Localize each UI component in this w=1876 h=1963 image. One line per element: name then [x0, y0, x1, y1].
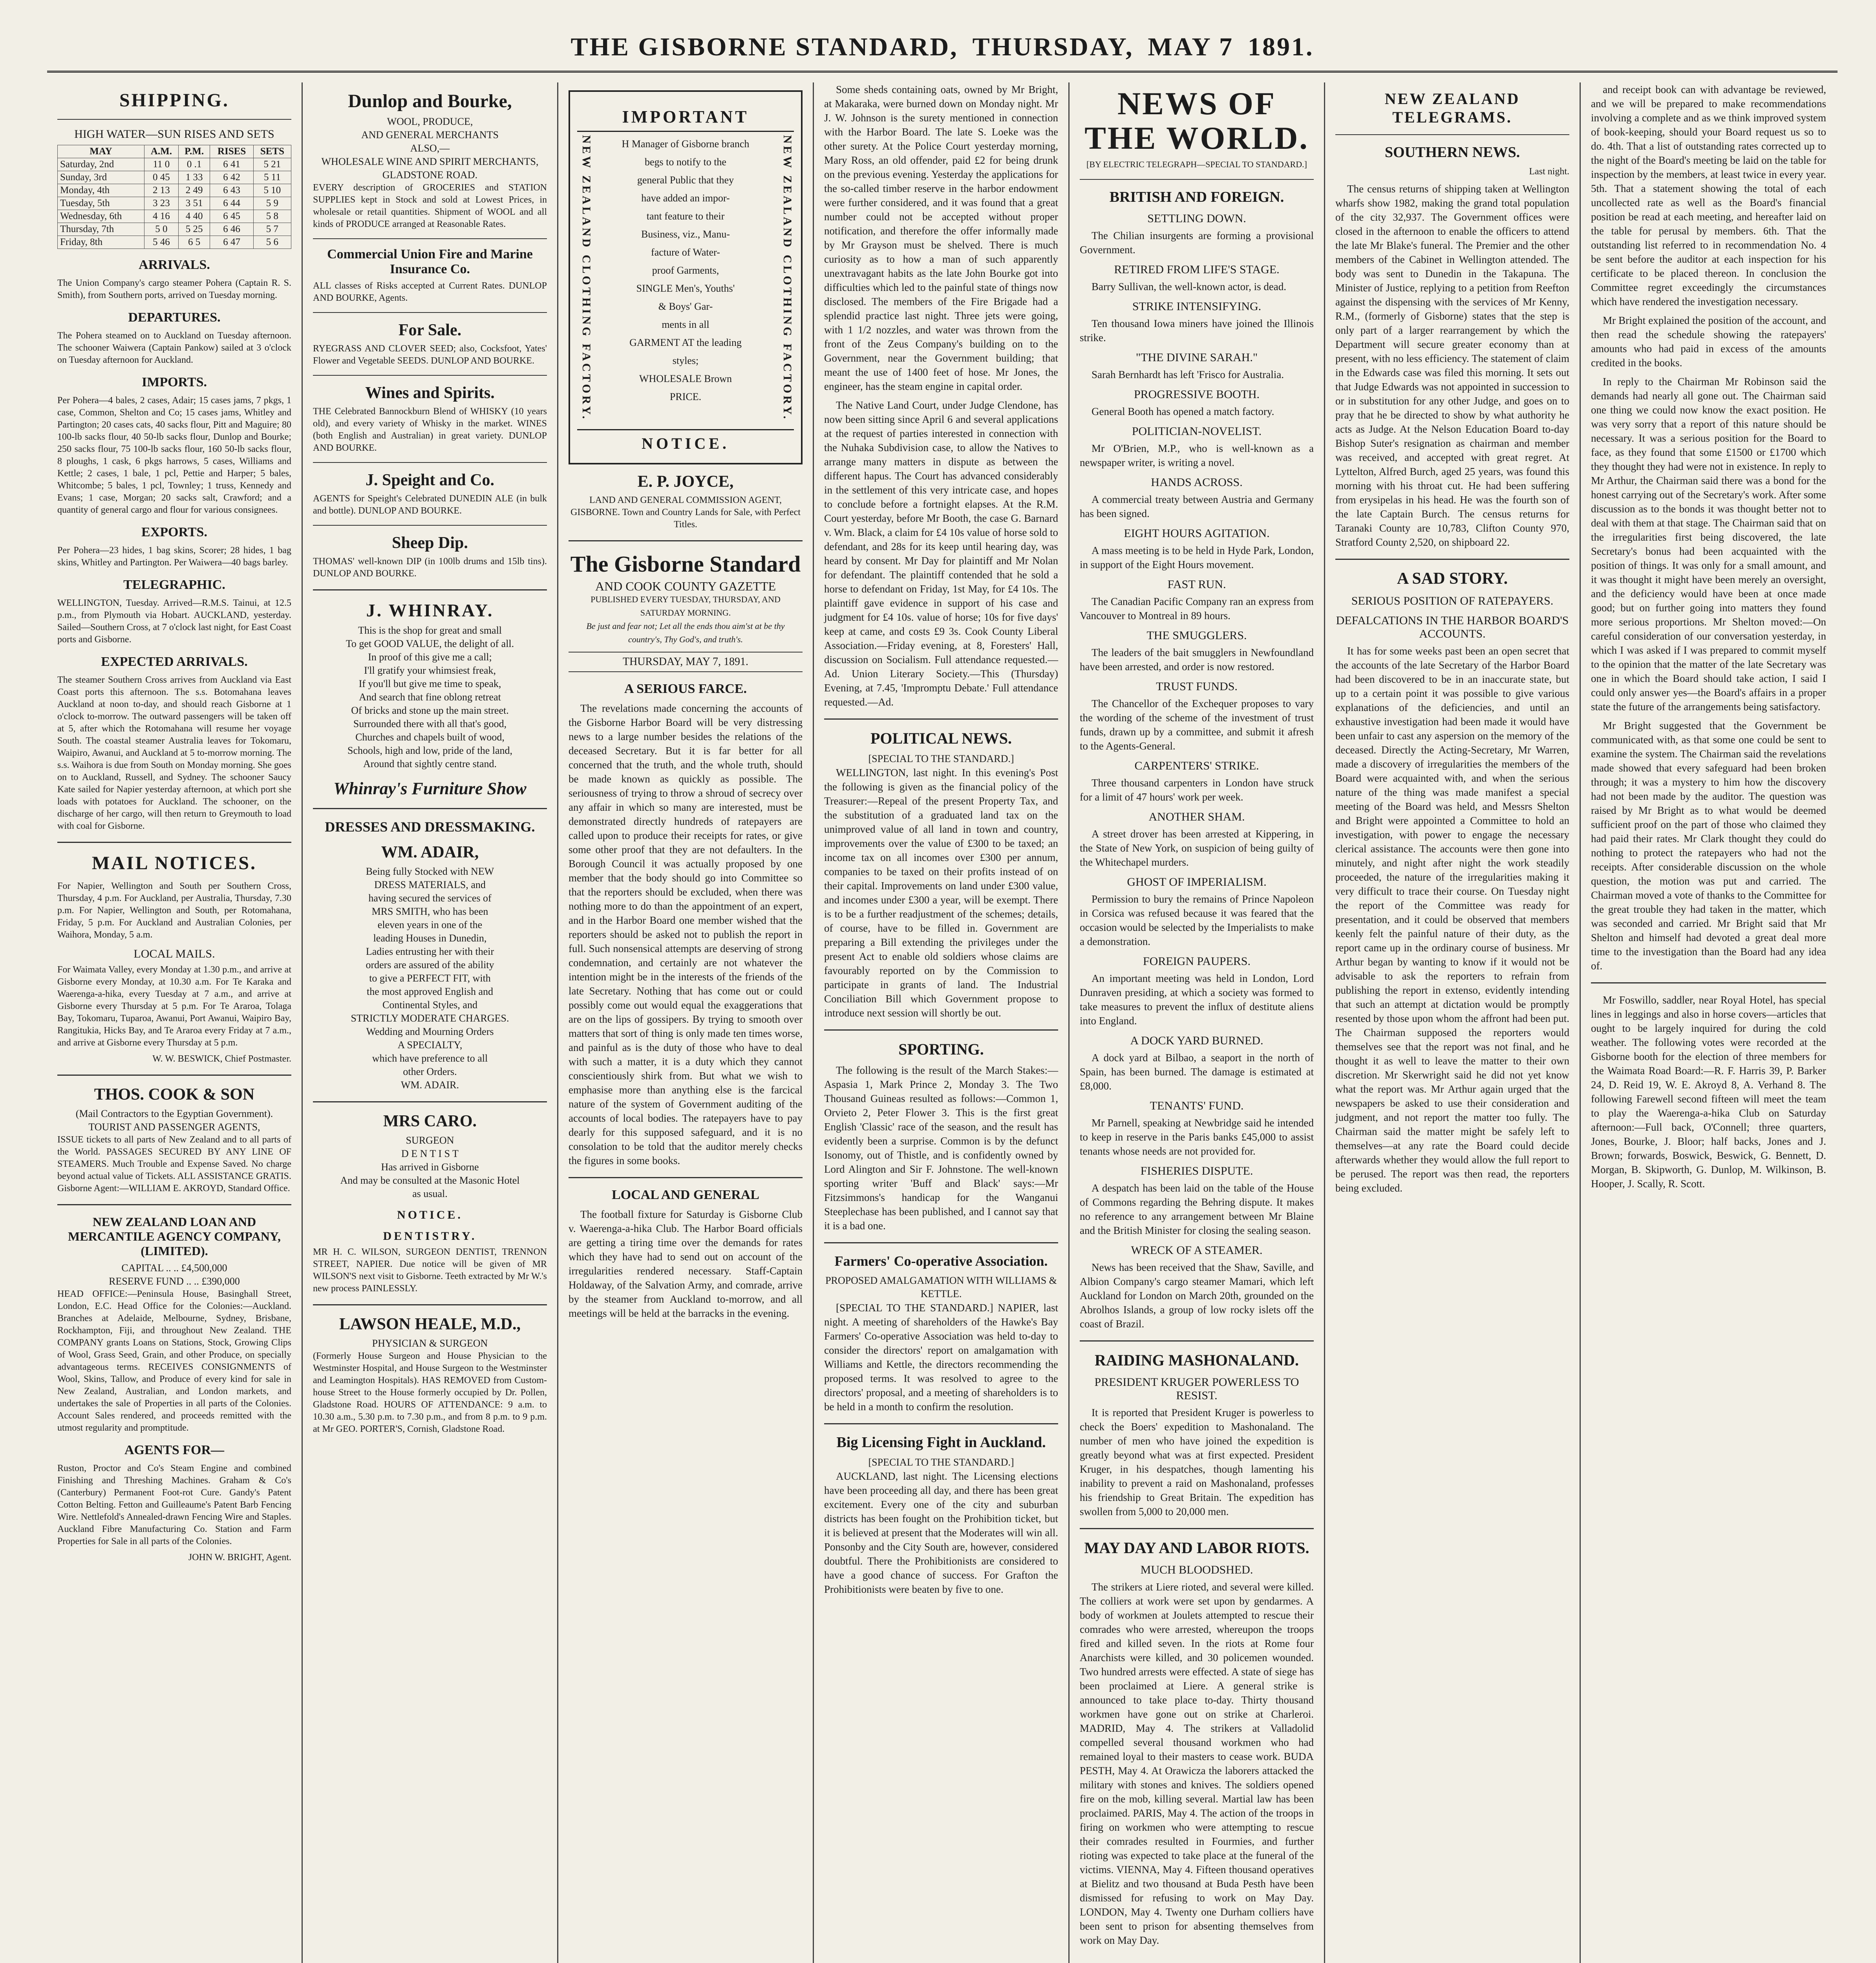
- wilson-text: MR H. C. WILSON, SURGEON DENTIST, TRENNON STREET, NAPIER. Due notice will be given of MR WILSON'S next visit to Gisborne. Teeth extracted by Mr W.'s new process PAINLESSLY.: [313, 1247, 547, 1294]
- agents-heading: AGENTS FOR—: [124, 1443, 225, 1457]
- cook-heading: THOS. COOK & SON: [94, 1086, 255, 1104]
- ad-line: Continental Styles, and: [382, 999, 477, 1011]
- ad-line: STRICTLY MODERATE CHARGES.: [351, 1013, 509, 1024]
- notice-line: WHOLESALE Brown: [639, 373, 732, 384]
- col4-text-a: Some sheds containing oats, owned by Mr Bright, at Makaraka, were burned down on Monday night. Mr J. W. Johnson is the surety mentioned in connection with the Harbor Board. The late S. Loeke was the other surety. At the Police Court yesterday morning, Mary Ross, an old offender, paid £2 for being drunk on the previous evening. Yesterday the applications for the so-called timber reserve in the harbor endowment were further considered, and it was found that a great number could not be accepted without proper notification, and therefore the offer informally made by Mr Grayson must be shelved. There is much curiosity as to how a man of such apparently unextravagant habits as the late John Bourke got into difficulties which led to the painful state of things now disclosed. The members of the Fire Brigade had a splendid practice last night. Three jets were going, with 1 1/2 nozzles, and water was thrown from the front of the Zeus Company's building on to the Government, near the Government building; that meant the use of 1400 feet of hose. Mr Jones, the engineer, has the steam engine in capital order.: [824, 84, 1058, 392]
- mayday-sub: MUCH BLOODSHED.: [1140, 1563, 1253, 1576]
- table-cell: 5 8: [253, 210, 291, 223]
- paper-subtitle: AND COOK COUNTY GAZETTE: [595, 579, 776, 593]
- poem-line: Around that sightly centre stand.: [363, 758, 497, 769]
- furniture-show: Whinray's Furniture Show: [333, 779, 527, 798]
- news-item-heading: A DOCK YARD BURNED.: [1130, 1034, 1263, 1047]
- departures-heading: DEPARTURES.: [128, 310, 221, 325]
- table-cell: 5 11: [253, 171, 291, 184]
- political-sub: [SPECIAL TO THE STANDARD.]: [868, 753, 1014, 764]
- expected-heading: EXPECTED ARRIVALS.: [101, 654, 248, 669]
- notice-line: GARMENT AT the leading: [629, 337, 742, 348]
- exports-heading: EXPORTS.: [141, 525, 207, 539]
- divider: [1080, 179, 1314, 180]
- adair-lines: [313, 865, 547, 1092]
- news-item-heading: ANOTHER SHAM.: [1148, 810, 1245, 823]
- ad-line: GLADSTONE ROAD.: [382, 169, 478, 181]
- tide-column-header: RISES: [210, 145, 254, 158]
- world-news-title: NEWS OF THE WORLD.: [1084, 86, 1309, 156]
- ad-line: D E N T I S T: [401, 1148, 459, 1159]
- table-cell: 5 7: [253, 223, 291, 236]
- news-item-text: General Booth has opened a match factory.: [1092, 406, 1274, 417]
- table-row: [58, 236, 291, 249]
- news-item-text: News has been received that the Shaw, Saville, and Albion Company's cargo steamer Mamari, which left Auckland for London on March 20th, grounded on the Abrolhos Islands, a group of low rocky islets off the coast of Brazil.: [1080, 1261, 1314, 1330]
- ad-line: WHOLESALE WINE AND SPIRIT MERCHANTS,: [321, 156, 539, 167]
- southern-news-text: The census returns of shipping taken at Wellington wharfs show 1982, making the grand total population of the city 32,937. The Government offices were closed in the afternoon to enable the officers to attend the late Mr Blake's funeral. The Premier and the other members of the Cabinet in Wellington attended. The body was sent to Dunedin in the Takapuna. The Minister of Justice, replying to a petition from Reefton against the dispensing with the services of Mr Kenny, R.M., (formerly of Gisborne) states that the step is only part of a larger rearrangement by which the Department will secure greater economy than at present, with no less efficiency. The statement of claim in the Edwards case was filed this morning. It sets out that Judge Edwards was not appointed in succession to or in substitution for any other Judge, and goes on to pray that he be directed to show by what authority he acts as Judge. At the Nelson Education Board to-day Bishop Suter's resignation as chairman and member was received, and accepted with great regret. At Lyttelton, Alfred Burch, aged 25 years, was found this morning with his throat cut. He had been suffering from erysipelas in his head. He was the fourth son of the late Captain Burch. The census returns for Taranaki County are 10,783, Clifton County 970, Stratford County 2,520, on shipboard 22.: [1335, 183, 1569, 548]
- divider: [57, 842, 291, 843]
- licensing-text: AUCKLAND, last night. The Licensing elections have been proceeding all day, and there has been great excitement. Every one of the city and suburban districts has been fought on the Prohibition ticket, but it is believed at present that the Moderates will win all. Ponsonby and the City South are, however, considered doubtful. There the Prohibitionists are considered to have a good chance of success. For Grafton the Prohibitionists were beaten by five to one.: [824, 1470, 1058, 1595]
- wines-text: THE Celebrated Bannockburn Blend of WHISKY (10 years old), and every variety of Whisky in the market. WINES (both English and Australian) in great variety. DUNLOP AND BOURKE.: [313, 406, 547, 453]
- divider: [569, 1177, 803, 1178]
- heale-heading: LAWSON HEALE, M.D.,: [339, 1315, 521, 1333]
- news-item-text: A commercial treaty between Austria and Germany has been signed.: [1080, 493, 1314, 519]
- news-item-heading: RETIRED FROM LIFE'S STAGE.: [1114, 263, 1280, 276]
- divider: [1080, 1528, 1314, 1529]
- divider: [1335, 559, 1569, 560]
- col4-text-b: The Native Land Court, under Judge Clendone, has now been sitting since April 6 and several applications at the request of parties interested in connection with the Nuhaka Subdivision case, to allow the Natives to arrange many matters in dispute as between the different hapus. The Court has advanced considerably in the settlement of this very intricate case, and hopes to conclude before a fortnight elapses. At the R.M. Court yesterday, before Mr Booth, the case G. Barnard v. Wm. Black, a claim for £4 10s value of horse sold to defendant, and 28s for its keep until hearing day, was heard by consent. Mr Day for plaintiff and Mr Nolan for defendant. The plaintiff contended that he sold a horse to defendant on Friday, 1st May, for £4 10s. The plaintiff gave evidence in support of his case and judgment for £4 10s. value of horse; 10s for five days' keep at came, and costs £9 3s. Cook County Liberal Association.—Friday evening, at 8, Foresters' Hall, discussion on Socialism. Full attendance requested.—Ad. Union Literary Society.—This (Thursday) Evening, at 7.45, 'Impromptu Debate.' Full attendance requested.—Ad.: [824, 399, 1058, 708]
- newspaper-page: [47, 24, 1838, 1963]
- table-cell: 0 .1: [178, 158, 210, 171]
- political-heading: POLITICAL NEWS.: [870, 729, 1012, 747]
- nzloan-reserve: RESERVE FUND .. .. £390,000: [109, 1276, 240, 1287]
- heale-text: (Formerly House Surgeon and House Physician to the Westminster Hospital, and House Surgeon to the Westminster and Leamington Hospitals). HAS REMOVED from Custom-house Street to the House formerly occupied by Dr. Pollen, Gladstone Road. HOURS OF ATTENDANCE: 9 a.m. to 10.30 a.m., 5.30 p.m. to 7.30 p.m., and from 8 p.m. to 9 p.m. at Mr GEO. PORTER'S, Cornish, Gladstone Road.: [313, 1351, 547, 1434]
- news-item-heading: THE SMUGGLERS.: [1146, 629, 1247, 642]
- poem-line: I'll gratify your whimsiest freak,: [364, 665, 496, 676]
- notice-line: PRICE.: [669, 391, 702, 402]
- agents-text: Ruston, Proctor and Co's Steam Engine and combined Finishing and Threshing Machines. Graham & Co's (Canterbury) Permanent Foot-rot Cure. Gandy's Patent Cotton Belting. Fetton and Guilleaume's Patent Barb Fencing Wire. Nettlefold's Annealed-drawn Fencing Wire and Staples. Auckland Fibre Manufacturing Co. Station and Farm Properties for Sale in all parts of the Colonies.: [57, 1463, 291, 1546]
- table-cell: 0 45: [144, 171, 178, 184]
- shipping-heading: SHIPPING.: [119, 90, 230, 111]
- ad-line: Being fully Stocked with NEW: [366, 866, 494, 877]
- masthead-title: THE GISBORNE STANDARD,: [570, 33, 958, 61]
- divider: [57, 1075, 291, 1076]
- poem-line: To get GOOD VALUE, the delight of all.: [346, 638, 514, 649]
- farce-text: The revelations made concerning the accounts of the Gisborne Harbor Board will be very distressing news to a large number besides the relations of the deceased Secretary. But it is far better for all concerned that the truth, and the whole truth, should be made known as quickly as possible. The seriousness of trying to throw a shroud of secrecy over any affair in which so many are interested, must be demonstrated directly hundreds of ratepayers are called upon to produce their receipts for rates, or give some other proof that they are not defaulters. In the Borough Council it was actually proposed by one member that the body should go into Committee so that the reporters should be excluded, when there was nothing more to do than the appointment of an expert, and in the Harbor Board one member wished that the reporters should be asked not to publish the report in full. Such nonsensical attempts are deserving of strong condemnation, and certainly are not whatever the intention might be in the interests of the friends of the late Secretary. Nothing that has come out or could possibly come out would equal the exaggerations that are on the lips of gossipers. By trying to smooth over matters that sort of thing is only made ten times worse, and painful as is the duty of those who have to deal with such a matter, it is a duty which they cannot conscientiously shirk from. But what we wish to emphasise more than anything else is the farcical nature of the system of Government auditing of the accounts of local bodies. The ratepayers have to pay dearly for this supposed safeguard, and it is no consolation to be told that the auditor merely checks the figures in some books.: [569, 702, 803, 1166]
- sheep-text: THOMAS' well-known DIP (in 100lb drums and 15lb tins). DUNLOP AND BOURKE.: [313, 556, 547, 579]
- notice-line: general Public that they: [637, 174, 734, 186]
- raiding-text: It is reported that President Kruger is powerless to check the Boers' expedition to Mashonaland. The number of men who have joined the expedition is greatly beyond what was at first expected. President Kruger, in his despatches, though lamenting his inability to prevent a raid on Mashonaland, professes his friendship to Great Britain. The expedition has swollen from 5,000 to 20,000 men.: [1080, 1407, 1314, 1517]
- divider: [1591, 982, 1826, 983]
- notice-word: NOTICE.: [577, 429, 794, 453]
- caro-heading: MRS CARO.: [383, 1112, 477, 1130]
- sporting-heading: SPORTING.: [898, 1040, 984, 1058]
- divider: [313, 525, 547, 526]
- table-row: [58, 223, 291, 236]
- local-general-heading: LOCAL AND GENERAL: [612, 1187, 759, 1202]
- news-item-heading: POLITICIAN-NOVELIST.: [1132, 425, 1262, 438]
- table-cell: 5 21: [253, 158, 291, 171]
- ad-line: AND GENERAL MERCHANTS: [361, 129, 499, 141]
- ad-line: other Orders.: [403, 1066, 457, 1077]
- table-cell: 2 49: [178, 184, 210, 197]
- col7-text-a: and receipt book can with advantage be reviewed, and we will be prepared to make recommendations involving a complete and as we think improved system of book-keeping, should your Board request us so to do. 4th. That a list of outstanding rates corrected up to the night of the Board's meeting be laid on the table for inspection by the members, at least twice in every year. 5th. That a statement showing the total of each uncollected rate as well as the Board's financial position be read at each meeting, and hereafter laid on the table for perusal by members. 6th. That the outstanding list referred to in recommendation No. 4 be sent before the auditor at each inspection for his certificate to be placed thereon. In conclusion the Committee regret exceedingly the circumstances which have rendered the investigation necessary.: [1591, 84, 1826, 307]
- table-cell: 6 43: [210, 184, 254, 197]
- columns: [47, 82, 1838, 1963]
- nz-telegrams-heading: NEW ZEALAND TELEGRAMS.: [1384, 90, 1520, 126]
- divider: [1080, 1340, 1314, 1342]
- farce-heading: A SERIOUS FARCE.: [624, 681, 747, 696]
- tide-table: [57, 145, 291, 249]
- imports-heading: IMPORTS.: [142, 375, 207, 389]
- col7-text-c: In reply to the Chairman Mr Robinson said the demands had nearly all gone out. The Chairman said one thing we could now know the exact position. He was very sorry that a report of this nature should be necessary. It was a serious position for the Board to face, as they found that some £1500 or £1700 which they thought they had were not in existence. In reply to Mr Arthur, the Chairman said there was a bond for the honest carrying out of the Secretary's work. After some discussion as to the bonds it was thought better not to deal with them at that stage. The Chairman said that on the irregularities first being discovered, the late Secretary's bonus had been acquainted with the position of things. It was only for a small amount, and it was thought it might have been merely an oversight, and the deficiency would have been at once made good; but on further going into matters they found more serious proportions. Mr Shelton moved:—On careful consideration of our conversation yesterday, in which I was asked if I was prepared to commit myself to the opinion that the matter of the late Secretary was one in which the Board should take action, I said I could only answer yes—the Board's affairs in a proper state the future of the arrangements being satisfactory.: [1591, 376, 1826, 713]
- paper-heading: The Gisborne Standard: [570, 551, 801, 577]
- ad-line: WOOL, PRODUCE,: [387, 116, 473, 127]
- mayday-heading: MAY DAY AND LABOR RIOTS.: [1084, 1539, 1309, 1557]
- sheep-heading: Sheep Dip.: [392, 534, 468, 552]
- news-item-heading: TRUST FUNDS.: [1156, 680, 1238, 693]
- tide-column-header: SETS: [253, 145, 291, 158]
- ad-line: Ladies entrusting her with their: [366, 946, 494, 957]
- divider: [1335, 134, 1569, 135]
- exports-text: Per Pohera—23 hides, 1 bag skins, Scorer; 28 hides, 1 bag skins, Whitley and Partington. Per Waiwera—40 bags barley.: [57, 545, 291, 568]
- ad-line: ALSO,—: [410, 143, 450, 154]
- cook-subtitle-2: TOURIST AND PASSENGER AGENTS,: [88, 1121, 260, 1133]
- coop-text: [SPECIAL TO THE STANDARD.] NAPIER, last night. A meeting of shareholders of the Hawke's Bay Farmers' Co-operative Association was held to-day to consider the directors' report on amalgamation with Williams and Kettle, the directors recommending the proposed terms. It was resolved to agree to the directors' proposal, and a meeting of shareholders is to be held in a month to confirm the resolution.: [824, 1302, 1058, 1413]
- nzloan-heading: NEW ZEALAND LOAN AND MERCANTILE AGENCY COMPANY, (LIMITED).: [68, 1215, 281, 1258]
- news-item-heading: FOREIGN PAUPERS.: [1143, 955, 1251, 968]
- news-item-heading: SETTLING DOWN.: [1147, 212, 1246, 225]
- poem-line: Churches and chapels built of wood,: [355, 731, 505, 743]
- table-cell: 1 33: [178, 171, 210, 184]
- table-cell: Tuesday, 5th: [58, 197, 144, 210]
- poem-line: Of bricks and stone up the main street.: [351, 705, 509, 716]
- news-item-heading: "THE DIVINE SARAH.": [1135, 351, 1258, 364]
- divider: [313, 589, 547, 590]
- table-row: [58, 158, 291, 171]
- table-cell: 3 51: [178, 197, 210, 210]
- table-cell: 4 16: [144, 210, 178, 223]
- news-item-heading: HANDS ACROSS.: [1151, 476, 1243, 489]
- tide-heading: HIGH WATER—SUN RISES AND SETS: [74, 128, 274, 141]
- column-5: [1070, 82, 1325, 1963]
- table-cell: Wednesday, 6th: [58, 210, 144, 223]
- caro-lines: [313, 1134, 547, 1201]
- ad-line: A SPECIALTY,: [397, 1039, 463, 1051]
- local-mails-text: For Waimata Valley, every Monday at 1.30 p.m., and arrive at Gisborne every Monday, at 10.30 a.m. For Te Karaka and Waerenga-a-hika, every Tuesday at 7 a.m., and arrive at Gisborne every Thursday at 5 p.m. For Te Araroa, Tolaga Bay, Tokomaru, Tuparoa, Awanui, Port Awanui, Waipiro Bay, Rangitukia, Hicks Bay, and Te Araroa every Friday at 7 a.m., and arrive at Gisborne every Thursday at 5 p.m.: [57, 965, 291, 1048]
- column-1: [47, 82, 303, 1963]
- table-cell: 6 47: [210, 236, 254, 249]
- ad-line: having secured the services of: [368, 892, 492, 904]
- raiding-heading: RAIDING MASHONALAND.: [1094, 1351, 1299, 1369]
- mail-text: For Napier, Wellington and South per Southern Cross, Thursday, 4 p.m. For Auckland, per Australia, Thursday, 7.30 p.m. For Napier, Wellington and South, per Rotomahana, Friday, 5 p.m. For Auckland and Australian Colonies, per Waihora, Monday, 5 a.m.: [57, 881, 291, 940]
- poem-line: Schools, high and low, pride of the land,: [347, 745, 513, 756]
- news-item-heading: EIGHT HOURS AGITATION.: [1124, 527, 1270, 540]
- ad-line: as usual.: [412, 1188, 448, 1199]
- ad-line: Has arrived in Gisborne: [381, 1161, 479, 1173]
- poem-line: In proof of this give me a call;: [368, 651, 492, 663]
- poem-line: If you'll but give me time to speak,: [358, 678, 501, 689]
- table-cell: 5 9: [253, 197, 291, 210]
- sad-story-sub2: DEFALCATIONS IN THE HARBOR BOARD'S ACCOUNTS.: [1336, 614, 1569, 640]
- sad-story-text: It has for some weeks past been an open secret that the accounts of the late Secretary of the Harbor Board had been discovered to be in an inaccurate state, but up to a certain point it was possible to give various explanations of the deficiencies, and until an exhaustive investigation had been made it would have been unfair to cast any aspersion on the memory of the deceased. Directly the Acting-Secretary, Mr Warren, made a discovery of irregularities the members of the Board were acquainted with, and when the serious nature of the thing was made manifest a special meeting of the Board was held, and Messrs Shelton and Bright were appointed a Committee to hold an investigation, with power to engage the necessary clerical assistance. The accounts were then gone into minutely, and night after night the work steadily proceeded, the nature of the irregularities making it very difficult to trace their course. On Tuesday night the report of the Committee was ready for presentation, and it could be observed that members keenly felt the painful nature of their duty, as the report came up in the ordinary course of business. Mr Arthur began by wanting to know if it would not be advisable to ask the reporters to refrain from publishing the report in extenso, evidently intending that such an attempt at dictation would be promptly resented by those upon whom the affront had been put. The Chairman supposed the reporters would themselves see that the report was not final, and he thought it as well to leave the matter to their own discretion. Mr Skerwright said he did not yet know what the report was. Mr Arthur again urged that the newspapers be asked to use their consideration and judgment, and not report the matter too fully. The Chairman said the matter might be safely left to themselves—at any rate the Board could decide afterwards whether they would allow the full report to be perused. The report was then read, the reporters being excluded.: [1335, 645, 1569, 1194]
- joyce-text: LAND AND GENERAL COMMISSION AGENT, GISBORNE. Town and Country Lands for Sale, with Perfect Titles.: [570, 495, 801, 530]
- poem-line: Surrounded there with all that's good,: [353, 718, 507, 729]
- clothing-factory-ad: [569, 90, 803, 464]
- ad-line: to give a PERFECT FIT, with: [369, 972, 491, 984]
- ad-line: eleven years in one of the: [377, 919, 483, 930]
- notice-line: Business, viz., Manu-: [641, 228, 730, 240]
- news-item-text: The Chancellor of the Exchequer proposes to vary the wording of the scheme of the investment of trust funds, drawn up by a committee, and submit it afresh to the Agents-General.: [1080, 698, 1314, 752]
- dunlop-text: EVERY description of GROCERIES and STATION SUPPLIES kept in Stock and sold at Lowest Prices, in wholesale or retail quantities. Shipment of WOOL and all kinds of PRODUCE arranged at Reasonable Rates.: [313, 183, 547, 229]
- divider: [313, 462, 547, 463]
- table-cell: 6 44: [210, 197, 254, 210]
- licensing-sub: [SPECIAL TO THE STANDARD.]: [868, 1457, 1014, 1468]
- dress-heading: DRESSES AND DRESSMAKING.: [325, 819, 535, 835]
- raiding-sub: PRESIDENT KRUGER POWERLESS TO RESIST.: [1094, 1376, 1299, 1402]
- news-item-text: A dock yard at Bilbao, a seaport in the north of Spain, has been burned. The damage is estimated at £8,000.: [1080, 1052, 1314, 1092]
- bright-signature: JOHN W. BRIGHT, Agent.: [188, 1552, 291, 1563]
- table-cell: Saturday, 2nd: [58, 158, 144, 171]
- local-general-text: The football fixture for Saturday is Gisborne Club v. Waerenga-a-hika Club. The Harbor Board officials are getting a tiring time over the demands for rates which they have had to send out on account of the irregularities rendered necessary. Staff-Captain Holdaway, of the Salvation Army, and comrade, arrive by the steamer from Auckland to-morrow, and all meetings will be held at the barracks in the evening.: [569, 1208, 803, 1319]
- dunlop-lines: [313, 115, 547, 182]
- speight-heading: J. Speight and Co.: [366, 471, 494, 489]
- news-item-heading: PROGRESSIVE BOOTH.: [1134, 388, 1260, 401]
- masthead-year: 1891.: [1248, 33, 1314, 61]
- poem-line: And search that fine oblong retreat: [359, 691, 501, 703]
- table-cell: 5 6: [253, 236, 291, 249]
- column-4: [814, 82, 1070, 1963]
- table-cell: 6 45: [210, 210, 254, 223]
- news-item-heading: CARPENTERS' STRIKE.: [1134, 759, 1259, 772]
- world-items: [1080, 212, 1314, 1331]
- dunlop-heading: Dunlop and Bourke,: [348, 91, 512, 111]
- col7-text-b: Mr Bright explained the position of the account, and then read the schedule showing the ratepayers' amounts who had paid in excess of the amounts credited in the books.: [1591, 314, 1826, 369]
- notice-line: have added an impor-: [641, 192, 730, 204]
- news-item-text: An important meeting was held in London, Lord Dunraven presiding, at which a society was formed to take measures to prevent the influx of destitute aliens into England.: [1080, 972, 1314, 1027]
- arrivals-text: The Union Company's cargo steamer Pohera (Captain R. S. Smith), from Southern ports, arrived on Tuesday morning.: [57, 278, 291, 300]
- notice-line: H Manager of Gisborne branch: [622, 138, 750, 150]
- table-cell: Monday, 4th: [58, 184, 144, 197]
- news-item-text: A despatch has been laid on the table of the House of Commons regarding the Behring dispute. It makes no reference to any arrangement between Mr Blaine and the British Minister for closing the sealing season.: [1080, 1182, 1314, 1236]
- divider: [824, 1242, 1058, 1243]
- col7-text-d: Mr Bright suggested that the Government be communicated with, as that some one could be sent to examine the system. The Chairman said the revelations made showed that every safeguard had been broken through; it was a mystery to him how the discovery had not been made by the auditor. The question was raised by Mr Bright as to what would be deemed sufficient proof on the part of those who claimed they had paid their rates. Mr Clark thought they could do nothing to protect the ratepayers who had not the receipts. After considerable discussion on the whole question, the motion was put and carried. The Chairman moved a vote of thanks to the Committee for the great trouble they had taken in the matter, which was seconded and carried. Mr Bright said that Mr Shelton and himself had devoted a great deal more time to the investigation than the Board had any idea of.: [1591, 720, 1826, 972]
- table-cell: Sunday, 3rd: [58, 171, 144, 184]
- divider: [313, 1101, 547, 1102]
- telegraphic-heading: TELEGRAPHIC.: [123, 578, 225, 592]
- notice-heading: NOTICE.: [397, 1208, 463, 1221]
- table-cell: 6 46: [210, 223, 254, 236]
- notice-line: begs to notify to the: [645, 156, 726, 168]
- ad-line: leading Houses in Dunedin,: [373, 932, 487, 944]
- ad-line: SURGEON: [406, 1135, 454, 1146]
- divider: [824, 718, 1058, 720]
- side-label-left: NEW ZEALAND CLOTHING FACTORY.: [580, 135, 593, 421]
- divider: [57, 1204, 291, 1205]
- news-item-text: Three thousand carpenters in London have struck for a limit of 47 hours' work per week.: [1080, 777, 1314, 803]
- licensing-heading: Big Licensing Fight in Auckland.: [836, 1434, 1046, 1451]
- news-item-text: Ten thousand Iowa miners have joined the Illinois strike.: [1080, 318, 1314, 344]
- notice-line: & Boys' Gar-: [658, 301, 713, 312]
- column-6: [1325, 82, 1581, 1963]
- column-7: [1581, 82, 1836, 1963]
- ad-line: And may be consulted at the Masonic Hotel: [340, 1175, 520, 1186]
- divider: [313, 1304, 547, 1305]
- tide-column-header: MAY: [58, 145, 144, 158]
- table-cell: 6 41: [210, 158, 254, 171]
- joyce-heading: E. P. JOYCE,: [637, 472, 734, 491]
- news-item-heading: FAST RUN.: [1167, 578, 1226, 591]
- union-text: ALL classes of Risks accepted at Current Rates. DUNLOP AND BOURKE, Agents.: [313, 281, 547, 303]
- expected-text: The steamer Southern Cross arrives from Auckland via East Coast ports this afternoon. The s.s. Botomahana leaves Auckland at noon to-day, and should reach Gisborne at 1 o'clock to-morrow. The outward passengers will be taken off at 5, after which the Rotomahana will resume her voyage South. The coastal steamer Australia leaves for Tokomaru, Waipiro, Awanui, and Auckland at 5 to-morrow morning. The s.s. Waihora is due from South on Monday morning. She goes on to Auckland, Russell, and Sydney. The schooner Saucy Kate sailed for Napier yesterday afternoon, at which port she loads with potatoes for Auckland. The schooner, on the discharge of her cargo, will then return to Greymouth to load with coal for Gisborne.: [57, 675, 291, 831]
- coop-heading: Farmers' Co-operative Association.: [834, 1253, 1048, 1269]
- table-cell: 11 0: [144, 158, 178, 171]
- speight-text: AGENTS for Speight's Celebrated DUNEDIN ALE (in bulk and bottle). DUNLOP AND BOURKE.: [313, 493, 547, 516]
- sporting-text: The following is the result of the March Stakes:—Aspasia 1, Mark Prince 2, Monday 3. The Two Thousand Guineas resulted as follows:—Common 1, Orvieto 2, Peter Flower 3. This is the first great English 'Classic' race of the season, and the result has evidently been a surprise. Common is by the defunct Isonomy, out of Thistle, and is confidently owned by Lord Alington and Sir F. Johnstone. The well-known sporting writer 'Buff and Black' says:—Mr Fitzsimmons's handicap for the Wanganui Steeplechase has been published, and I cannot say that it is a bad one.: [824, 1064, 1058, 1232]
- ad-line: DRESS MATERIALS, and: [374, 879, 486, 890]
- table-cell: 5 10: [253, 184, 291, 197]
- news-item-text: Barry Sullivan, the well-known actor, is dead.: [1092, 281, 1287, 292]
- paper-motto: Be just and fear not; Let all the ends thou aim'st at be thy country's, Thy God's, and truth's.: [586, 621, 785, 644]
- notice-line: proof Garments,: [652, 265, 719, 276]
- nzloan-text: HEAD OFFICE:—Peninsula House, Basinghall Street, London, E.C. Head Office for the Colonies:—Auckland. Branches at Adelaide, Melbourne, Sydney, Brisbane, Rockhampton, Fiji, and throughout New Zealand. THE COMPANY grants Loans on Stations, Stock, Growing Clips of Wool, Grass Seed, Grain, and other Produce, on specially advantageous terms. RECEIVES CONSIGNMENTS of Wool, Skins, Tallow, and Produce of every kind for sale in New Zealand, Australian, and London markets, and undertakes the sale of Properties in all parts of the Colonies. Account Sales rendered, and proceeds remitted with the utmost regularity and promptitude.: [57, 1289, 291, 1433]
- masthead-date: MAY 7: [1148, 33, 1234, 61]
- mayday-text: The strikers at Liere rioted, and several were killed. The colliers at work were set upon by gendarmes. A body of workmen at Joulets attempted to rescue their comrades who were arrested, whereupon the troops fired and killed seven. In the riots at Rome four Anarchists were killed, and 30 policemen wounded. Two hundred arrests were effected. A state of siege has been proclaimed at Liere. A general strike is announced to take place to-day. Thirty thousand workmen have gone out on strike at Charleroi. MADRID, May 4. The strikers at Valladolid compelled several thousand workmen who had remained loyal to their masters to cease work. BUDA PESTH, May 4. At Orawicza the laborers attacked the military with stones and knives. The soldiers opened fire on the mob, killing several. Martial law has been proclaimed. PARIS, May 4. The action of the troops in firing on workmen who were attempting to rescue their comrades resulted in Fourmies, and further rioting was expected to take place at the funeral of the victims. VIENNA, May 4. Fifteen thousand operatives at Bielitz and two thousand at Buda Pesth have been dismissed for refusing to work on May Day. LONDON, May 4. Twenty one Durham colliers have been sent to prison for absenting themselves from work on May Day.: [1080, 1581, 1314, 1946]
- table-cell: Friday, 8th: [58, 236, 144, 249]
- arrivals-heading: ARRIVALS.: [139, 258, 210, 272]
- news-item-text: The Canadian Pacific Company ran an express from Vancouver to Montreal in 89 hours.: [1080, 596, 1314, 621]
- table-row: [58, 171, 291, 184]
- table-cell: 5 25: [178, 223, 210, 236]
- news-item-text: Mr O'Brien, M.P., who is well-known as a newspaper writer, is writing a novel.: [1080, 442, 1314, 468]
- tide-column-header: A.M.: [144, 145, 178, 158]
- sad-story-sub: SERIOUS POSITION OF RATEPAYERS.: [1351, 594, 1554, 607]
- telegraphic-text: WELLINGTON, Tuesday. Arrived—R.M.S. Tainui, at 12.5 p.m., from Plymouth via Hobart. AUCKLAND, yesterday. Sailed—Southern Cross, at 7 o'clock last night, for East Coast ports and Gisborne.: [57, 598, 291, 645]
- local-mails-heading: LOCAL MAILS.: [133, 947, 215, 960]
- cook-text: ISSUE tickets to all parts of New Zealand and to all parts of the World. PASSAGES SECURED BY ANY LINE OF STEAMERS. Much Trouble and Expense Saved. No charge beyond actual value of Tickets. ALL ASSISTANCE GRATIS. Gisborne Agent:—WILLIAM E. AKROYD, Standard Office.: [57, 1135, 291, 1194]
- news-item-heading: FISHERIES DISPUTE.: [1140, 1164, 1253, 1177]
- world-news-sub: [BY ELECTRIC TELEGRAPH—SPECIAL TO STANDARD.]: [1086, 159, 1307, 169]
- union-heading: Commercial Union Fire and Marine Insurance Co.: [327, 247, 533, 276]
- news-item-heading: WRECK OF A STEAMER.: [1131, 1244, 1263, 1257]
- dentistry-heading: DENTISTRY.: [383, 1230, 477, 1243]
- southern-news-dateline: Last night.: [1529, 166, 1569, 177]
- news-item-text: The leaders of the bait smugglers in Newfoundland have been arrested, and order is now restored.: [1080, 647, 1314, 673]
- whinray-poem: [313, 624, 547, 771]
- notice-line: styles;: [672, 355, 699, 366]
- clothing-lines: [593, 135, 778, 421]
- news-item-heading: TENANTS' FUND.: [1150, 1099, 1244, 1112]
- paper-published: PUBLISHED EVERY TUESDAY, THURSDAY, AND SATURDAY MORNING.: [591, 594, 781, 618]
- ad-line: orders are assured of the ability: [366, 959, 494, 971]
- divider: [824, 1029, 1058, 1031]
- poem-line: This is the shop for great and small: [358, 625, 502, 636]
- notice-line: facture of Water-: [651, 247, 720, 258]
- paper-date: THURSDAY, MAY 7, 1891.: [569, 652, 803, 672]
- news-item-heading: GHOST OF IMPERIALISM.: [1127, 875, 1267, 888]
- divider: [57, 119, 291, 120]
- table-cell: Thursday, 7th: [58, 223, 144, 236]
- wines-heading: Wines and Spirits.: [365, 384, 495, 402]
- important-heading: IMPORTANT: [577, 107, 794, 132]
- nzloan-capital: CAPITAL .. .. £4,500,000: [121, 1262, 227, 1274]
- adair-heading: WM. ADAIR,: [381, 843, 479, 861]
- table-cell: 5 0: [144, 223, 178, 236]
- ad-line: WM. ADAIR.: [400, 1079, 459, 1091]
- notice-line: ments in all: [662, 319, 709, 330]
- tide-column-header: P.M.: [178, 145, 210, 158]
- southern-news-heading: SOUTHERN NEWS.: [1384, 144, 1520, 161]
- col7-text-e: Mr Foswillo, saddler, near Royal Hotel, has special lines in leggings and also in horse covers—articles that ought to be largely inquired for during the cold weather. The following votes were recorded at the Gisborne booth for the election of three members for the Waimata Road Board:—R. F. Harris 39, P. Barker 24, D. Reid 19, W. E. Akroyd 8, A. Verhand 8. The following Farewell second fifteen will meet the team to play the Waerenga-a-hika Club on Saturday afternoon:—Full back, O'Connell; three quarters, Jones, Bourke, J. Bloor; half backs, Jones and J. Brown; forwards, Boswick, Beswick, G. Bennett, D. Morgan, B. Skipworth, G. Dunlop, M. Wilkinson, B. Hooper, J. Scally, R. Scott.: [1591, 994, 1826, 1190]
- table-cell: 6 5: [178, 236, 210, 249]
- news-item-text: Mr Parnell, speaking at Newbridge said he intended to keep in reserve in the Paris banks £45,000 to assist tenants whose needs are not provided for.: [1080, 1117, 1314, 1157]
- sale-heading: For Sale.: [398, 321, 462, 339]
- ad-line: Wedding and Mourning Orders: [366, 1026, 494, 1037]
- news-item-text: Permission to bury the remains of Prince Napoleon in Corsica was refused because it was feared that the occasion would be selected by the Imperialists to make a demonstration.: [1080, 893, 1314, 947]
- departures-text: The Pohera steamed on to Auckland on Tuesday afternoon. The schooner Waiwera (Captain Pankow) sailed at 3 o'clock on Tuesday afternoon for Auckland.: [57, 331, 291, 365]
- divider: [313, 312, 547, 313]
- clothing-band: [577, 135, 794, 421]
- table-row: [58, 184, 291, 197]
- political-text: WELLINGTON, last night. In this evening's Post the following is given as the financial policy of the Treasurer:—Repeal of the present Property Tax, and the substitution of a graduated land tax on the unimproved value of all land in town and country, improvements over the value of £300 to be taxed; an income tax on all incomes over £300 per annum, companies to be taxed on their profits instead of on their capital. Improvements on land under £300 value, and incomes under £300 a year, will be exempt. There is to be a further readjustment of the schemes; details, of course, have to be filled in. Government are preparing a Bill extending the privileges under the present Act to enable old soldiers whose claims are favourably reported on by the Commission to participate in grants of land. The Industrial Conciliation Bill which Government propose to introduce next session will shortly be out.: [824, 767, 1058, 1019]
- masthead: [47, 24, 1838, 73]
- news-item-heading: STRIKE INTENSIFYING.: [1132, 300, 1262, 313]
- table-cell: 4 40: [178, 210, 210, 223]
- divider: [824, 1423, 1058, 1424]
- ad-line: which have preference to all: [372, 1053, 488, 1064]
- news-item-text: A mass meeting is to be held in Hyde Park, London, in support of the Eight Hours movement.: [1080, 545, 1314, 570]
- table-cell: 5 46: [144, 236, 178, 249]
- table-row: [58, 197, 291, 210]
- whinray-heading: J. WHINRAY.: [366, 600, 494, 620]
- sad-story-heading: A SAD STORY.: [1397, 570, 1508, 588]
- table-cell: 3 23: [144, 197, 178, 210]
- news-item-text: A street drover has been arrested at Kippering, in the State of New York, on suspicion of being guilty of the Whitechapel murders.: [1080, 828, 1314, 868]
- divider: [313, 808, 547, 809]
- divider: [313, 238, 547, 239]
- table-cell: 2 13: [144, 184, 178, 197]
- imports-text: Per Pohera—4 bales, 2 cases, Adair; 15 cases jams, 7 pkgs, 1 case, Common, Shelton and Co; 15 cases jams, Whitley and Partington; 20 cases cats, 40 sacks flour, Pitt and Maguire; 80 100-lb sacks flour, 40 50-lb sacks flour, Dunlop and Bourke; 250 sacks flour, 75 100-lb sacks flour, 160 50-lb sacks flour, 8 ploughs, 1 cask, 6 pkgs harrows, 5 cases, Williams and Kettle; 2 cases, 1 bale, 1 pcl, Pettie and Harper; 5 bales, Whitcombe; 5 bales, 1 pcl, Townley; 1 truss, Kennedy and Evans; 1 case, Morgan; 20 sacks salt, Crawford; and a quantity of general cargo and flour for various consignees.: [57, 395, 291, 515]
- table-cell: 6 42: [210, 171, 254, 184]
- column-2: [303, 82, 558, 1963]
- ad-line: the most approved English and: [366, 986, 494, 997]
- british-foreign-heading: BRITISH AND FOREIGN.: [1109, 189, 1284, 205]
- table-row: [58, 210, 291, 223]
- masthead-day: THURSDAY,: [972, 33, 1134, 61]
- divider: [313, 375, 547, 376]
- mail-heading: MAIL NOTICES.: [91, 853, 257, 874]
- column-3: [558, 82, 814, 1963]
- news-item-text: Sarah Bernhardt has left 'Frisco for Australia.: [1092, 369, 1284, 380]
- side-label-right: NEW ZEALAND CLOTHING FACTORY.: [781, 135, 794, 421]
- coop-sub: PROPOSED AMALGAMATION WITH WILLIAMS & KETTLE.: [825, 1275, 1057, 1300]
- news-item-text: The Chilian insurgents are forming a provisional Government.: [1080, 230, 1314, 256]
- notice-line: SINGLE Men's, Youths': [636, 283, 735, 294]
- sale-text: RYEGRASS AND CLOVER SEED; also, Cocksfoot, Yates' Flower and Vegetable SEEDS. DUNLOP AND BOURKE.: [313, 344, 547, 366]
- heale-subtitle: PHYSICIAN & SURGEON: [372, 1338, 488, 1349]
- ad-line: MRS SMITH, who has been: [371, 906, 488, 917]
- postmaster-signature: W. W. BESWICK, Chief Postmaster.: [152, 1054, 291, 1064]
- divider: [569, 540, 803, 541]
- notice-line: tant feature to their: [646, 210, 725, 222]
- cook-subtitle: (Mail Contractors to the Egyptian Government).: [75, 1108, 273, 1119]
